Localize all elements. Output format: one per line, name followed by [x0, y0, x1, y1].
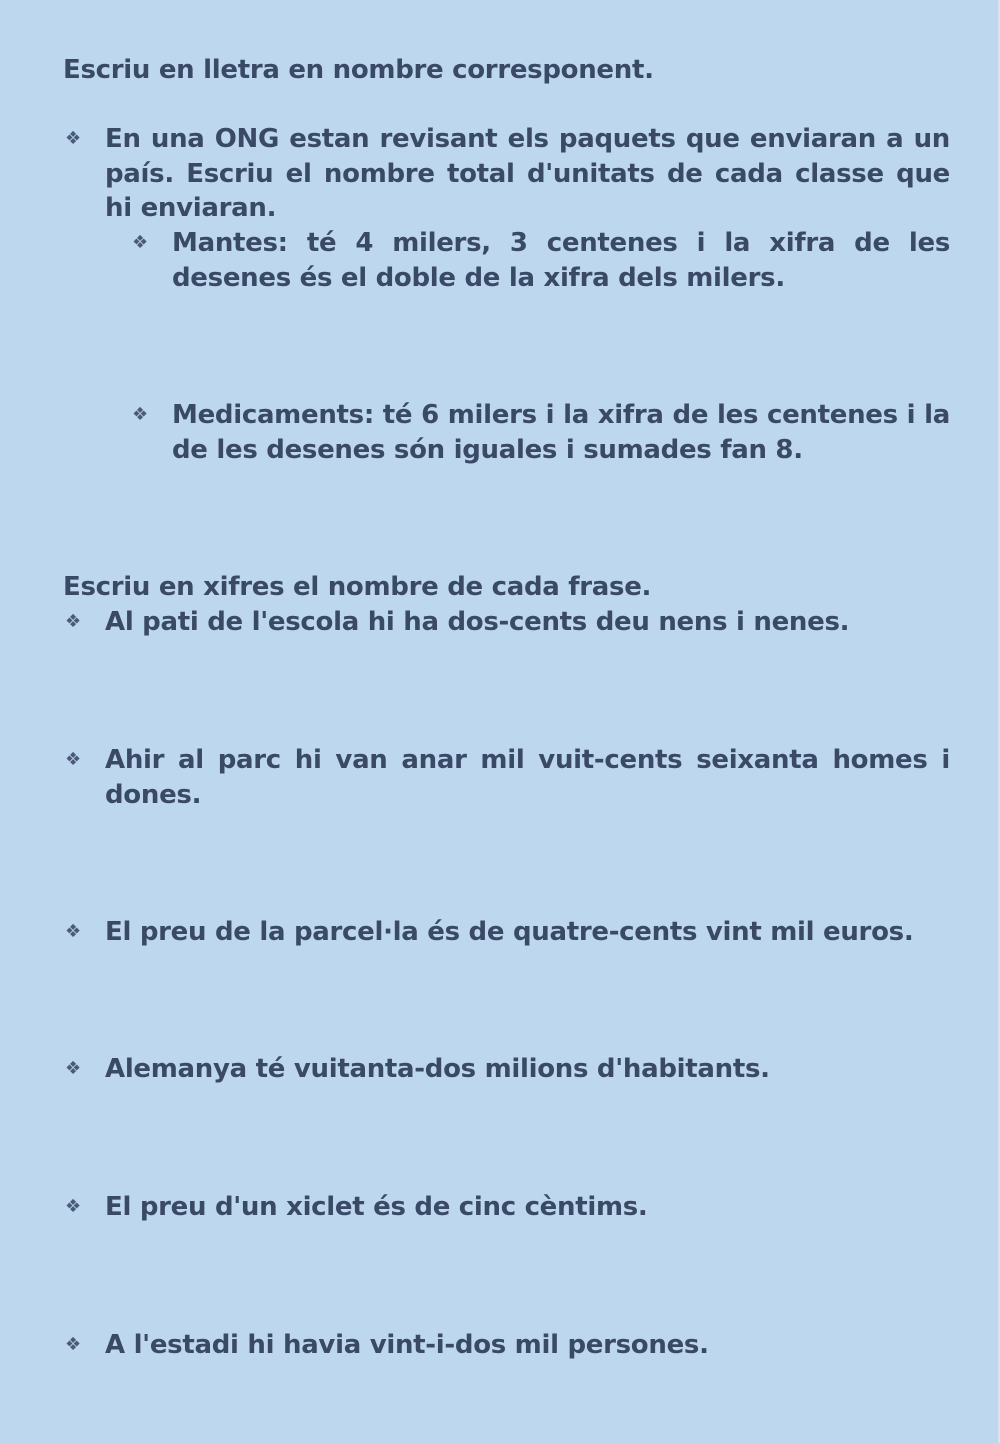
- list-item: [63, 1190, 950, 1225]
- list-item-text: Ahir al parc hi van anar mil vuit-cents seixanta homes i dones.: [105, 745, 950, 810]
- section1-subitem-medicaments: [130, 398, 950, 467]
- list-item-text: Al pati de l'escola hi ha dos-cents deu nens i nenes.: [105, 607, 850, 637]
- diamond-bullet-icon: ❖: [65, 921, 81, 942]
- list-item: [63, 915, 950, 950]
- diamond-bullet-icon: ❖: [65, 1196, 81, 1217]
- list-item-text: El preu de la parcel·la és de quatre-cents vint mil euros.: [105, 917, 914, 947]
- section1-heading: Escriu en lletra en nombre corresponent.: [63, 55, 654, 85]
- section1-intro-item: [63, 122, 950, 226]
- diamond-bullet-icon: ❖: [132, 404, 148, 425]
- diamond-bullet-icon: ❖: [65, 611, 81, 632]
- diamond-bullet-icon: ❖: [65, 128, 81, 149]
- list-item-text: A l'estadi hi havia vint-i-dos mil persones.: [105, 1330, 709, 1360]
- list-item: [63, 605, 950, 640]
- section2-heading: Escriu en xifres el nombre de cada frase.: [63, 572, 652, 602]
- diamond-bullet-icon: ❖: [65, 749, 81, 770]
- list-item: [63, 1328, 950, 1363]
- list-item-text: Alemanya té vuitanta-dos milions d'habitants.: [105, 1054, 770, 1084]
- section1-intro-text: En una ONG estan revisant els paquets que enviaran a un país. Escriu el nombre total d'unitats de cada classe que hi enviaran.: [105, 124, 950, 223]
- subitem-text: Mantes: té 4 milers, 3 centenes i la xifra de les desenes és el doble de la xifra dels milers.: [172, 228, 950, 293]
- list-item-text: El preu d'un xiclet és de cinc cèntims.: [105, 1192, 648, 1222]
- list-item: [63, 743, 950, 812]
- section1-subitem-mantes: [130, 226, 950, 295]
- list-item: [63, 1052, 950, 1087]
- subitem-text: Medicaments: té 6 milers i la xifra de les centenes i la de les desenes són iguales i sumades fan 8.: [172, 400, 950, 465]
- diamond-bullet-icon: ❖: [132, 232, 148, 253]
- diamond-bullet-icon: ❖: [65, 1058, 81, 1079]
- diamond-bullet-icon: ❖: [65, 1334, 81, 1355]
